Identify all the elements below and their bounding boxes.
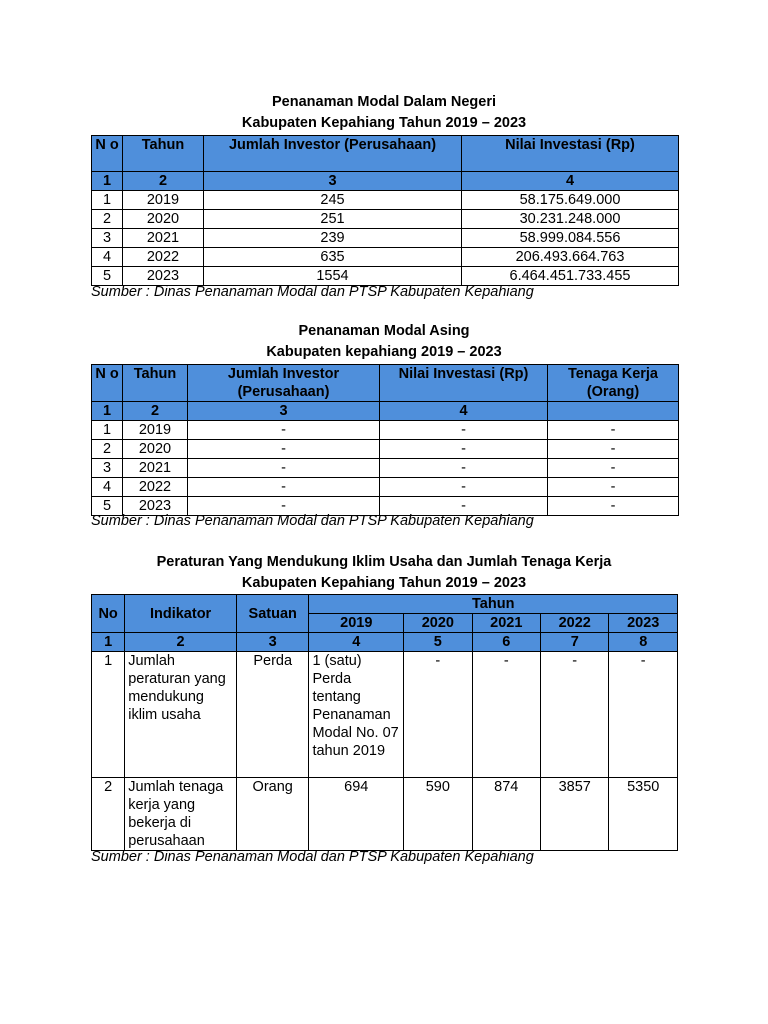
table3-cell: Perda [236,652,308,778]
table3-subtitle: Kabupaten Kepahiang Tahun 2019 – 2023 [241,575,527,591]
table1 [91,135,679,286]
table1-cell: 251 [204,210,462,229]
table-row [92,191,679,210]
table2-cell: - [380,421,548,440]
table3-cell: Jumlah tenaga kerja yang bekerja di perusahaan [125,778,237,851]
table3-cell: 590 [404,778,472,851]
table-row [92,440,679,459]
table2-cell: - [548,440,679,459]
table1-cell: 1 [92,191,123,210]
table3-colnum: 5 [404,633,472,652]
table2-colnum: 1 [92,402,123,421]
table3-cell: - [472,652,540,778]
table2-header-no: N o [92,365,123,402]
table2-cell: - [188,440,380,459]
table1-header-tahun: Tahun [123,136,204,172]
table1-cell: 2020 [123,210,204,229]
table3-cell: 874 [472,778,540,851]
table-row [92,248,679,267]
table2-colnum: 3 [188,402,380,421]
table2-cell: - [188,421,380,440]
table2-cell: 2020 [123,440,188,459]
table3-header-year: 2021 [472,614,540,633]
table3 [91,594,678,851]
table2-header-nilai: Nilai Investasi (Rp) [380,365,548,402]
table3-cell: 1 (satu) Perda tentang Penanaman Modal No. 07 tahun 2019 [309,652,404,778]
table3-cell: - [404,652,472,778]
table2-cell: - [188,478,380,497]
table2-subtitle: Kabupaten kepahiang 2019 – 2023 [266,344,502,360]
table3-header-year: 2023 [609,614,678,633]
table2-title: Penanaman Modal Asing [298,323,470,339]
table1-cell: 1554 [204,267,462,286]
table2-cell: 3 [92,459,123,478]
table1-cell: 58.175.649.000 [462,191,679,210]
table2-cell: - [380,497,548,516]
table3-colnum: 7 [541,633,609,652]
table1-cell: 635 [204,248,462,267]
table1-cell: 239 [204,229,462,248]
table1-subtitle: Kabupaten Kepahiang Tahun 2019 – 2023 [241,115,527,131]
table2-cell: - [380,440,548,459]
table2-cell: - [548,478,679,497]
table1-cell: 6.464.451.733.455 [462,267,679,286]
table3-colnum: 8 [609,633,678,652]
table2-cell: - [548,421,679,440]
table1-colnum: 3 [204,172,462,191]
table2-colnum [548,402,679,421]
table1-cell: 206.493.664.763 [462,248,679,267]
table-row [92,778,678,851]
table3-cell: Jumlah peraturan yang mendukung iklim usaha [125,652,237,778]
table-row [92,421,679,440]
table3-header-year: 2019 [309,614,404,633]
table2-cell: - [548,497,679,516]
table-row [92,478,679,497]
table2-cell: - [188,459,380,478]
table3-colnum: 3 [236,633,308,652]
table3-header-satuan: Satuan [236,595,308,633]
table3-header-no: No [92,595,125,633]
table3-cell: 5350 [609,778,678,851]
table3-source: Sumber : Dinas Penanaman Modal dan PTSP Kabupaten Kepahiang [91,849,534,865]
table1-colnum: 2 [123,172,204,191]
table3-cell: 2 [92,778,125,851]
table1-cell: 3 [92,229,123,248]
table1-header-nilai: Nilai Investasi (Rp) [462,136,679,172]
table2-colnum: 2 [123,402,188,421]
table3-cell: 1 [92,652,125,778]
table3-header-indikator: Indikator [125,595,237,633]
table2-cell: - [188,497,380,516]
table1-cell: 4 [92,248,123,267]
table1-source: Sumber : Dinas Penanaman Modal dan PTSP Kabupaten Kepahiang [91,284,534,300]
table2-cell: 2019 [123,421,188,440]
table3-colnum: 2 [125,633,237,652]
table2-cell: - [380,478,548,497]
table2-cell: - [548,459,679,478]
table1-cell: 58.999.084.556 [462,229,679,248]
table3-cell: 694 [309,778,404,851]
table2-colnum: 4 [380,402,548,421]
table1-colnum: 4 [462,172,679,191]
table1-cell: 5 [92,267,123,286]
table-row [92,210,679,229]
table-row [92,459,679,478]
table2-cell: - [380,459,548,478]
table2-cell: 2 [92,440,123,459]
table-row [92,652,678,778]
table3-header-year: 2022 [541,614,609,633]
table1-cell: 245 [204,191,462,210]
table1-header-investor: Jumlah Investor (Perusahaan) [204,136,462,172]
table3-colnum: 4 [309,633,404,652]
table1-cell: 2022 [123,248,204,267]
table1-cell: 30.231.248.000 [462,210,679,229]
table2-cell: 2022 [123,478,188,497]
table2-cell: 5 [92,497,123,516]
table3-header-tahun: Tahun [309,595,678,614]
table1-title: Penanaman Modal Dalam Negeri [271,94,496,110]
table1-cell: 2023 [123,267,204,286]
table1-header-no: N o [92,136,123,172]
table3-cell: Orang [236,778,308,851]
table2-header-investor: Jumlah Investor (Perusahaan) [188,365,380,402]
table2-header-tenaga: Tenaga Kerja (Orang) [548,365,679,402]
table1-cell: 2021 [123,229,204,248]
table1-colnum: 1 [92,172,123,191]
table3-cell: - [541,652,609,778]
table-row [92,229,679,248]
table1-cell: 2 [92,210,123,229]
table2-source: Sumber : Dinas Penanaman Modal dan PTSP Kabupaten Kepahiang [91,513,534,529]
table3-colnum: 1 [92,633,125,652]
table2-cell: 4 [92,478,123,497]
table2 [91,364,679,516]
table1-cell: 2019 [123,191,204,210]
table2-header-tahun: Tahun [123,365,188,402]
table3-colnum: 6 [472,633,540,652]
table2-cell: 1 [92,421,123,440]
table2-cell: 2021 [123,459,188,478]
table3-header-year: 2020 [404,614,472,633]
table3-title: Peraturan Yang Mendukung Iklim Usaha dan Jumlah Tenaga Kerja [156,554,612,570]
table3-cell: 3857 [541,778,609,851]
table3-cell: - [609,652,678,778]
table2-cell: 2023 [123,497,188,516]
